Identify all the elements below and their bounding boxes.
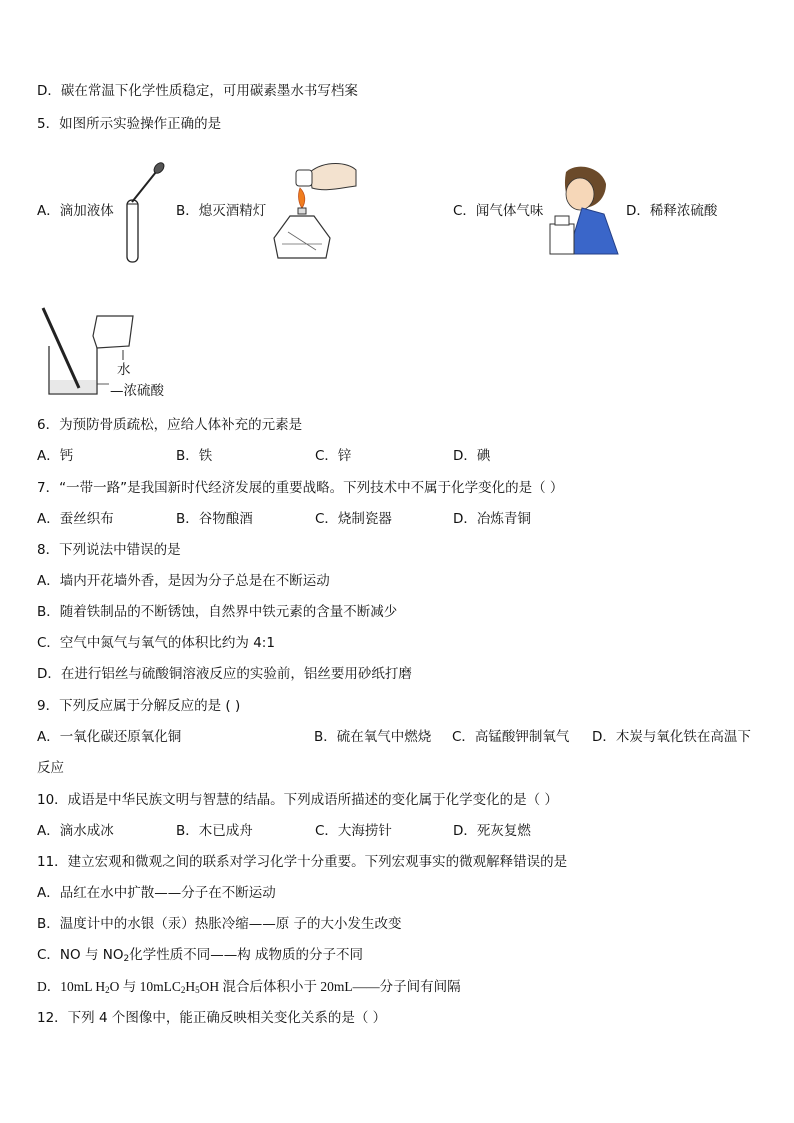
q11-option-c: C．NO 与 $NO_2$化学性质不同——构 成物质的分子不同	[37, 947, 363, 964]
q9-option-c: C．高锰酸钾制氧气	[452, 729, 570, 745]
q5-figure-acid-label: —浓硫酸	[110, 383, 164, 399]
q6-stem: 6．为预防骨质疏松，应给人体补充的元素是	[37, 417, 303, 433]
q8-option-b: B．随着铁制品的不断锈蚀，自然界中铁元素的含量不断减少	[37, 604, 398, 620]
q5-option-b: B．熄灭酒精灯	[176, 203, 267, 219]
q11-stem: 11．建立宏观和微观之间的联系对学习化学十分重要。下列宏观事实的微观解释错误的是	[37, 854, 568, 870]
q6-option-b: B．铁	[176, 448, 213, 464]
q5-stem: 5．如图所示实验操作正确的是	[37, 116, 222, 132]
q5-option-c: C．闻气体气味	[453, 203, 544, 219]
q7-option-c: C．烧制瓷器	[315, 511, 392, 527]
q6-option-a: A．钙	[37, 448, 74, 464]
q5-figure-water-label: 水	[117, 362, 131, 378]
q9-option-d-continued: 反应	[37, 760, 64, 776]
q6-option-d: D．碘	[453, 448, 491, 464]
q9-stem: 9．下列反应属于分解反应的是 ( )	[37, 698, 241, 714]
q7-option-a: A．蚕丝织布	[37, 511, 114, 527]
q10-option-d: D．死灰复燃	[453, 823, 531, 839]
q8-option-a: A．墙内开花墙外香，是因为分子总是在不断运动	[37, 573, 330, 589]
q8-option-c: C．空气中氮气与氧气的体积比约为 4:1	[37, 635, 275, 651]
alcohol-lamp-figure	[270, 158, 360, 263]
q8-option-d: D．在进行铝丝与硫酸铜溶液反应的实验前，铝丝要用砂纸打磨	[37, 666, 412, 682]
q9-option-a: A．一氧化碳还原氧化铜	[37, 729, 182, 745]
q11-option-d: D．10mL $H_2O$ 与 $10mLC_2H_5OH$ 混合后体积小于 20mL——分子间有间隔	[37, 979, 461, 995]
q9-option-b: B．硫在氧气中燃烧	[314, 729, 432, 745]
smelling-gas-figure	[546, 164, 622, 258]
dropper-test-tube-figure	[118, 162, 168, 266]
q6-option-c: C．锌	[315, 448, 352, 464]
q10-stem: 10．成语是中华民族文明与智慧的结晶。下列成语所描述的变化属于化学变化的是（ ）	[37, 792, 558, 808]
q11-option-a: A．品红在水中扩散——分子在不断运动	[37, 885, 276, 901]
q5-option-a: A．滴加液体	[37, 203, 114, 219]
q11-option-b: B．温度计中的水银（汞）热胀冷缩——原 子的大小发生改变	[37, 916, 402, 932]
q5-option-d: D．稀释浓硫酸	[626, 203, 718, 219]
q7-stem: 7．“一带一路”是我国新时代经济发展的重要战略。下列技术中不属于化学变化的是（ ）	[37, 480, 564, 496]
q10-option-a: A．滴水成冰	[37, 823, 114, 839]
q8-stem: 8．下列说法中错误的是	[37, 542, 181, 558]
q10-option-c: C．大海捞针	[315, 823, 392, 839]
q9-option-d: D．木炭与氧化铁在高温下	[592, 729, 751, 745]
q10-option-b: B．木已成舟	[176, 823, 253, 839]
q7-option-d: D．冶炼青铜	[453, 511, 531, 527]
q12-stem: 12．下列 4 个图像中，能正确反映相关变化关系的是（ ）	[37, 1010, 387, 1026]
q4-option-d: D．碳在常温下化学性质稳定，可用碳素墨水书写档案	[37, 83, 358, 99]
q7-option-b: B．谷物酿酒	[176, 511, 253, 527]
